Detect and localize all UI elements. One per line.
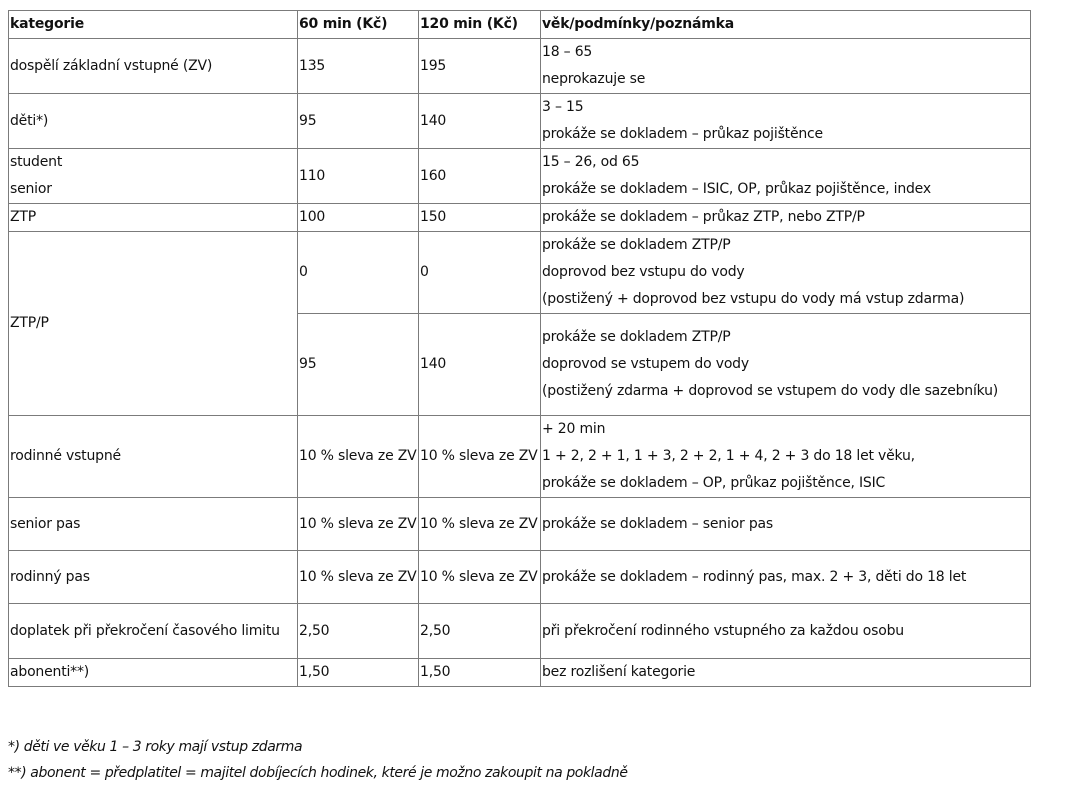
- header-note: věk/podmínky/poznámka: [541, 11, 1031, 39]
- price-120-cell: 2,50: [419, 604, 541, 659]
- note-line: 18 – 65: [542, 44, 593, 60]
- price-60-cell: 110: [298, 149, 419, 204]
- note-line: + 20 min: [542, 421, 606, 437]
- category-text: ZTP/P: [10, 315, 49, 331]
- footnote-children: *) děti ve věku 1 – 3 roky mají vstup zdarma: [8, 739, 303, 755]
- note-cell: [541, 659, 1031, 687]
- table-row: [9, 416, 1031, 498]
- footnote-subscriber: **) abonent = předplatitel = majitel dobíjecích hodinek, které je možno zakoupit na pokladně: [8, 765, 628, 781]
- category-cell: [9, 232, 298, 416]
- price-60-cell: 1,50: [298, 659, 419, 687]
- price-120-cell: 10 % sleva ze ZV: [419, 498, 541, 551]
- note-line: 15 – 26, od 65: [542, 154, 640, 170]
- price-120-cell: 150: [419, 204, 541, 232]
- note-line: prokáže se dokladem – průkaz pojištěnce: [542, 126, 823, 142]
- category-cell: [9, 659, 298, 687]
- note-line: doprovod se vstupem do vody: [542, 356, 749, 372]
- price-60-cell: 10 % sleva ze ZV: [298, 551, 419, 604]
- header-60min: 60 min (Kč): [298, 11, 419, 39]
- note-line: prokáže se dokladem – OP, průkaz pojištěnce, ISIC: [542, 475, 886, 491]
- header-120min: 120 min (Kč): [419, 11, 541, 39]
- note-line: prokáže se dokladem ZTP/P: [542, 329, 731, 345]
- category-text: ZTP: [10, 209, 36, 225]
- price-120-cell: 10 % sleva ze ZV: [419, 551, 541, 604]
- note-cell: [541, 39, 1031, 94]
- category-cell: [9, 94, 298, 149]
- note-cell: [541, 204, 1031, 232]
- note-cell: [541, 604, 1031, 659]
- table-row: [9, 659, 1031, 687]
- price-60-cell: 100: [298, 204, 419, 232]
- price-60-cell: 10 % sleva ze ZV: [298, 498, 419, 551]
- note-line: prokáže se dokladem – senior pas: [542, 515, 773, 532]
- header-category: kategorie: [9, 11, 298, 39]
- note-line: prokáže se dokladem – průkaz ZTP, nebo ZTP/P: [542, 209, 865, 225]
- price-120-cell: 195: [419, 39, 541, 94]
- category-text: senior pas: [10, 515, 81, 532]
- price-120-cell: 10 % sleva ze ZV: [419, 416, 541, 498]
- note-cell: [541, 498, 1031, 551]
- category-text: student: [10, 154, 63, 170]
- note-line: prokáže se dokladem ZTP/P: [542, 237, 731, 253]
- note-line: (postižený zdarma + doprovod se vstupem do vody dle sazebníku): [542, 383, 999, 399]
- table-row: [9, 498, 1031, 551]
- price-60-cell: 95: [298, 314, 419, 416]
- category-text: abonenti**): [10, 664, 90, 680]
- note-line: 1 + 2, 2 + 1, 1 + 3, 2 + 2, 1 + 4, 2 + 3 do 18 let věku,: [542, 448, 915, 464]
- category-text: senior: [10, 181, 52, 197]
- price-60-cell: 0: [298, 232, 419, 314]
- price-60-cell: 10 % sleva ze ZV: [298, 416, 419, 498]
- note-cell: [541, 149, 1031, 204]
- category-cell: [9, 416, 298, 498]
- note-line: (postižený + doprovod bez vstupu do vody má vstup zdarma): [542, 291, 965, 307]
- price-60-cell: 95: [298, 94, 419, 149]
- category-text: dospělí základní vstupné (ZV): [10, 57, 213, 74]
- note-cell: [541, 232, 1031, 314]
- price-120-cell: 140: [419, 314, 541, 416]
- price-60-cell: 2,50: [298, 604, 419, 659]
- table-row: [9, 94, 1031, 149]
- category-cell: [9, 149, 298, 204]
- table-row: [9, 551, 1031, 604]
- category-text: doplatek při překročení časového limitu: [10, 622, 280, 639]
- price-120-cell: 160: [419, 149, 541, 204]
- note-line: 3 – 15: [542, 99, 584, 115]
- category-cell: [9, 39, 298, 94]
- category-cell: [9, 551, 298, 604]
- note-line: doprovod bez vstupu do vody: [542, 264, 745, 280]
- price-60-cell: 135: [298, 39, 419, 94]
- category-cell: [9, 498, 298, 551]
- table-row: [9, 204, 1031, 232]
- note-cell: [541, 416, 1031, 498]
- price-table: [8, 10, 1031, 687]
- table-row: [9, 149, 1031, 204]
- table-row: [9, 232, 1031, 314]
- table-row: [9, 604, 1031, 659]
- footnotes: [8, 734, 628, 786]
- table-row: [9, 39, 1031, 94]
- note-cell: [541, 551, 1031, 604]
- note-line: prokáže se dokladem – rodinný pas, max. 2 + 3, děti do 18 let: [542, 568, 967, 585]
- category-text: rodinný pas: [10, 568, 90, 585]
- category-text: rodinné vstupné: [10, 448, 121, 464]
- note-line: při překročení rodinného vstupného za každou osobu: [542, 622, 904, 639]
- note-line: neprokazuje se: [542, 71, 646, 87]
- note-line: bez rozlišení kategorie: [542, 664, 696, 680]
- price-120-cell: 1,50: [419, 659, 541, 687]
- note-cell: [541, 314, 1031, 416]
- table-header-row: [9, 11, 1031, 39]
- price-120-cell: 0: [419, 232, 541, 314]
- price-120-cell: 140: [419, 94, 541, 149]
- note-line: prokáže se dokladem – ISIC, OP, průkaz pojištěnce, index: [542, 181, 931, 197]
- note-cell: [541, 94, 1031, 149]
- category-cell: [9, 204, 298, 232]
- category-cell: [9, 604, 298, 659]
- category-text: děti*): [10, 112, 49, 129]
